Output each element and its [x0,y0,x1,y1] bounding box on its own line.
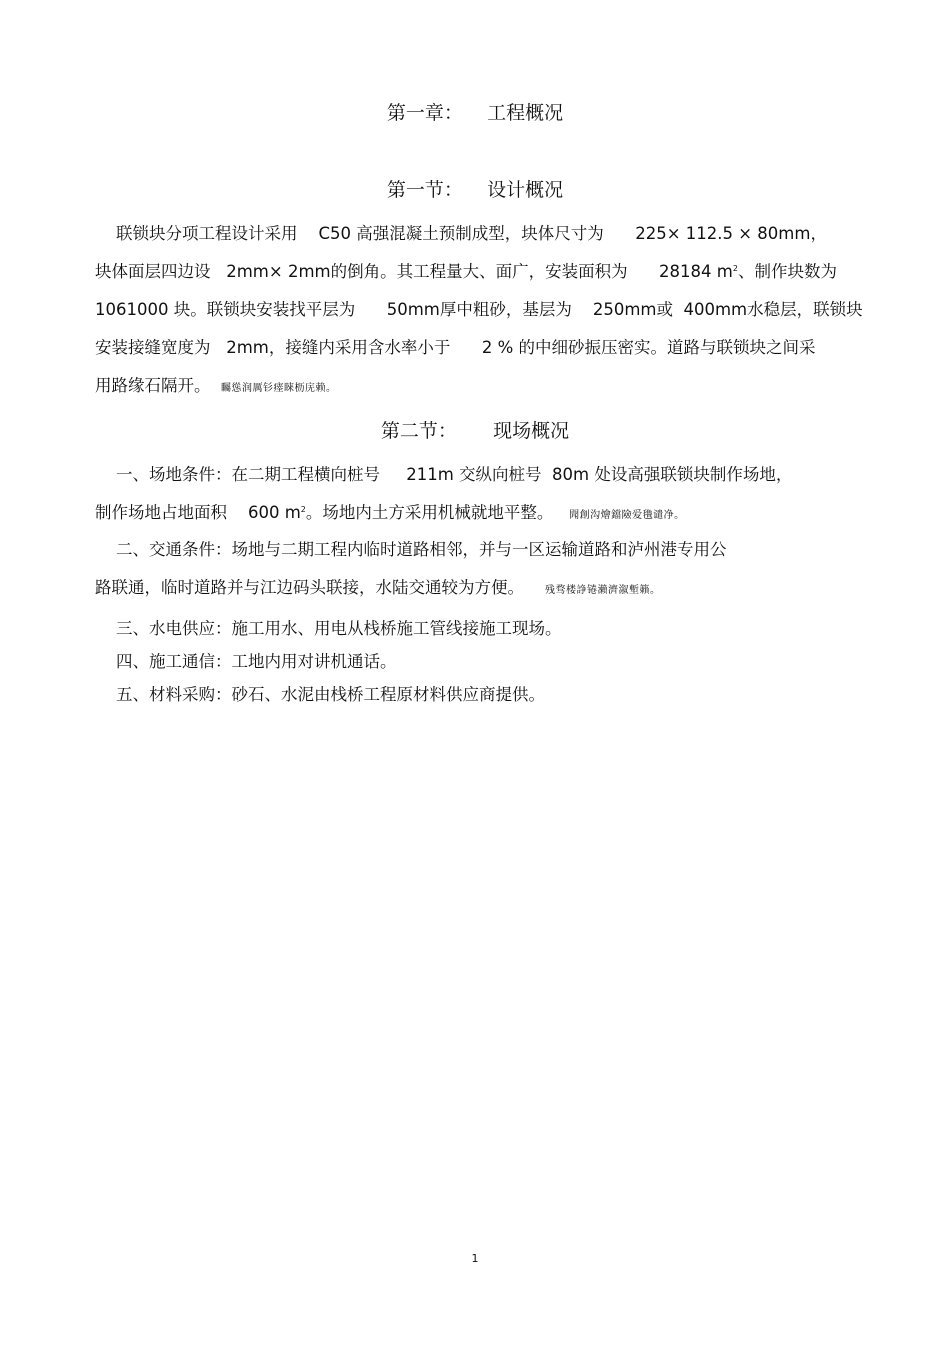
site-text-2: 制作场地占地面积 600 m [95,503,301,522]
design-text-2: 块体面层四边设 2mm× 2mm的倒角。其工程量大、面广，安装面积为 28184 m [95,262,733,281]
site-item-5 [95,683,545,707]
superscript-2: 2 [732,264,738,273]
site-item-4 [95,650,396,674]
site-text-7: 五、材料采购：砂石、水泥由栈桥工程原材料供应商提供。 [115,685,545,704]
site-paragraph-line-1 [95,463,792,487]
design-text-5: 用路缘石隔开。 [95,376,211,395]
site-text-6: 四、施工通信：工地内用对讲机通话。 [115,652,397,671]
site-paragraph-line-4 [95,576,660,603]
site-watermark-text-1: 聞創沟燴鐺險爱氇谴净。 [569,510,685,521]
design-paragraph-line-4 [95,336,816,360]
site-paragraph-line-3 [95,538,726,562]
design-text-2b: 、制作块数为 [737,262,837,281]
design-paragraph-line-1 [95,222,827,246]
site-text-5: 三、水电供应：施工用水、用电从栈桥施工管线接施工现场。 [115,619,562,638]
design-text-4: 安装接缝宽度为 2mm，接缝内采用含水率小于 2 % 的中细砂振压密实。道路与联锁块之间采 [95,338,816,357]
design-watermark-text: 矚慫润厲钐瘗睞枥庑赖。 [221,383,337,394]
section-title-site: 第二节： 现场概况 [380,420,570,442]
design-paragraph-line-5 [95,374,337,401]
site-text-3: 二、交通条件：场地与二期工程内临时道路相邻，并与一区运输道路和泸州港专用公 [115,540,727,559]
design-paragraph-line-3 [95,298,863,322]
site-paragraph-line-2 [95,501,685,528]
site-item-3 [95,617,561,641]
site-text-1: 一、场地条件：在二期工程横向桩号 211m 交纵向桩号 80m 处设高强联锁块制作场地， [115,465,793,484]
design-text-3: 1061000 块。联锁块安装找平层为 50mm厚中粗砂，基层为 250mm或 400mm水稳层，联锁块 [95,300,863,319]
site-text-4: 路联通，临时道路并与江边码头联接，水陆交通较为方便。 [95,578,524,597]
design-text-1: 联锁块分项工程设计采用 C50 高强混凝土预制成型，块体尺寸为 225× 112.5 × 80mm， [115,224,827,243]
page-number: 1 [471,1252,479,1265]
design-paragraph-line-2 [95,260,837,284]
site-watermark-text-2: 残骛楼諍锩瀨濟溆塹籟。 [544,585,661,596]
site-text-2b: 。场地内土方采用机械就地平整。 [305,503,554,522]
chapter-title: 第一章： 工程概况 [386,102,564,124]
section-title-design: 第一节： 设计概况 [386,179,564,201]
superscript-2-site: 2 [300,505,306,514]
